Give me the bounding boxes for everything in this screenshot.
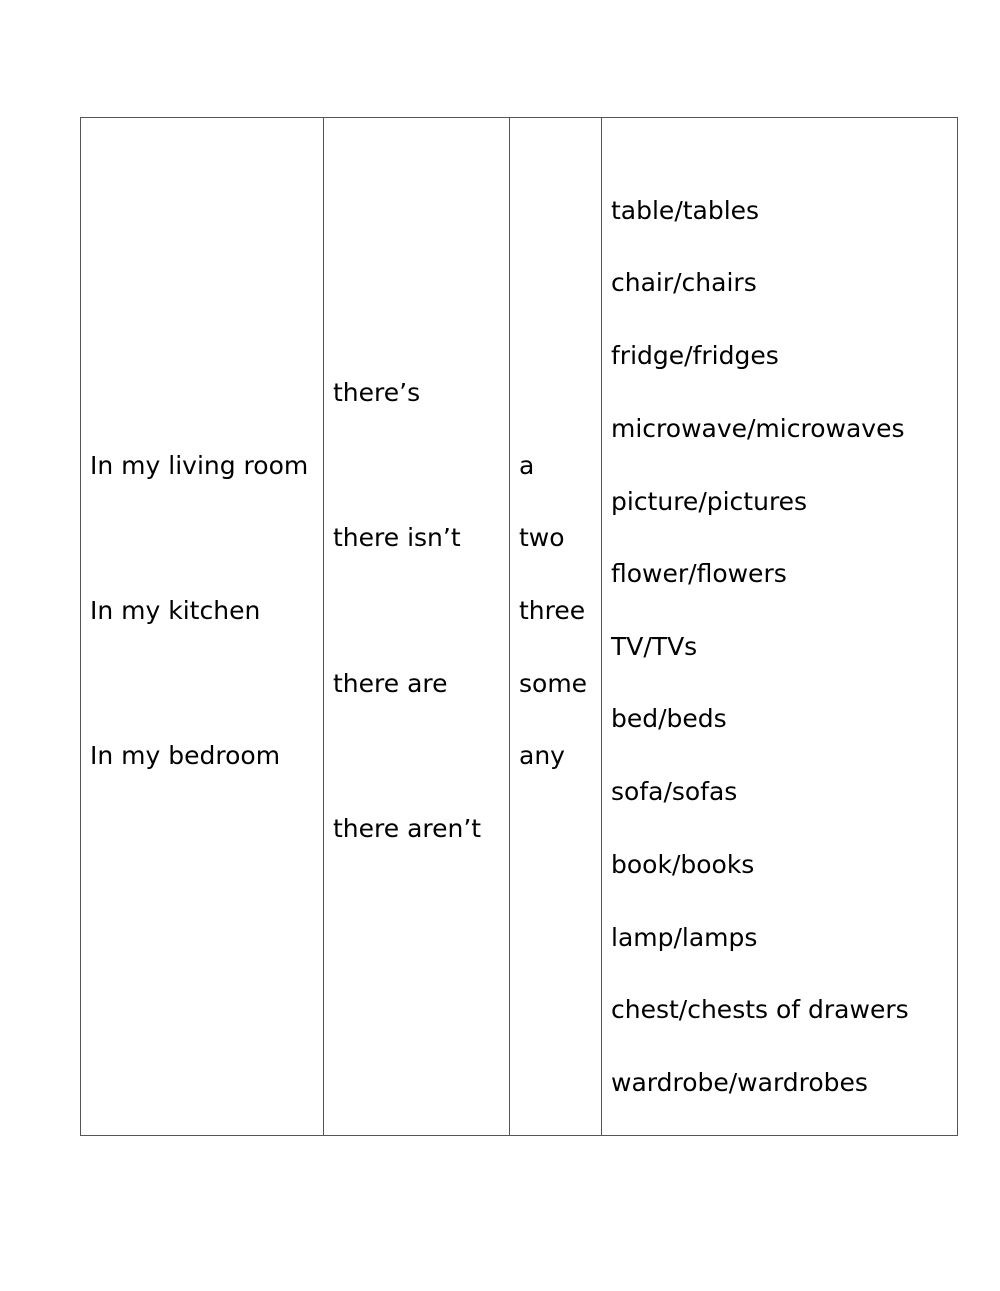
quantifiers-column — [509, 118, 601, 1135]
noun-item: wardrobe/wardrobes — [611, 1068, 868, 1097]
quantifier-item: three — [519, 596, 586, 625]
noun-item: sofa/sofas — [611, 777, 738, 806]
noun-item: table/tables — [611, 196, 760, 225]
quantifier-item: two — [519, 523, 565, 552]
noun-item: flower/flowers — [611, 559, 787, 588]
phrase-item: there’s — [333, 378, 421, 407]
noun-item: TV/TVs — [611, 632, 698, 661]
quantifier-item: any — [519, 741, 565, 770]
phrase-item: there aren’t — [333, 814, 482, 843]
nouns-column — [601, 118, 959, 1135]
noun-item: bed/beds — [611, 704, 727, 733]
noun-item: book/books — [611, 850, 755, 879]
noun-item: chair/chairs — [611, 268, 757, 297]
phrase-item: there isn’t — [333, 523, 461, 552]
quantifier-item: a — [519, 451, 535, 480]
noun-item: fridge/fridges — [611, 341, 779, 370]
phrase-item: there are — [333, 669, 448, 698]
noun-item: picture/pictures — [611, 487, 808, 516]
place-item: In my living room — [90, 451, 309, 480]
noun-item: lamp/lamps — [611, 923, 758, 952]
places-column — [81, 118, 323, 1135]
phrases-column — [323, 118, 509, 1135]
place-item: In my bedroom — [90, 741, 281, 770]
sentence-builder-table — [80, 117, 958, 1136]
quantifier-item: some — [519, 669, 588, 698]
noun-item: microwave/microwaves — [611, 414, 905, 443]
place-item: In my kitchen — [90, 596, 261, 625]
noun-item: chest/chests of drawers — [611, 995, 909, 1024]
